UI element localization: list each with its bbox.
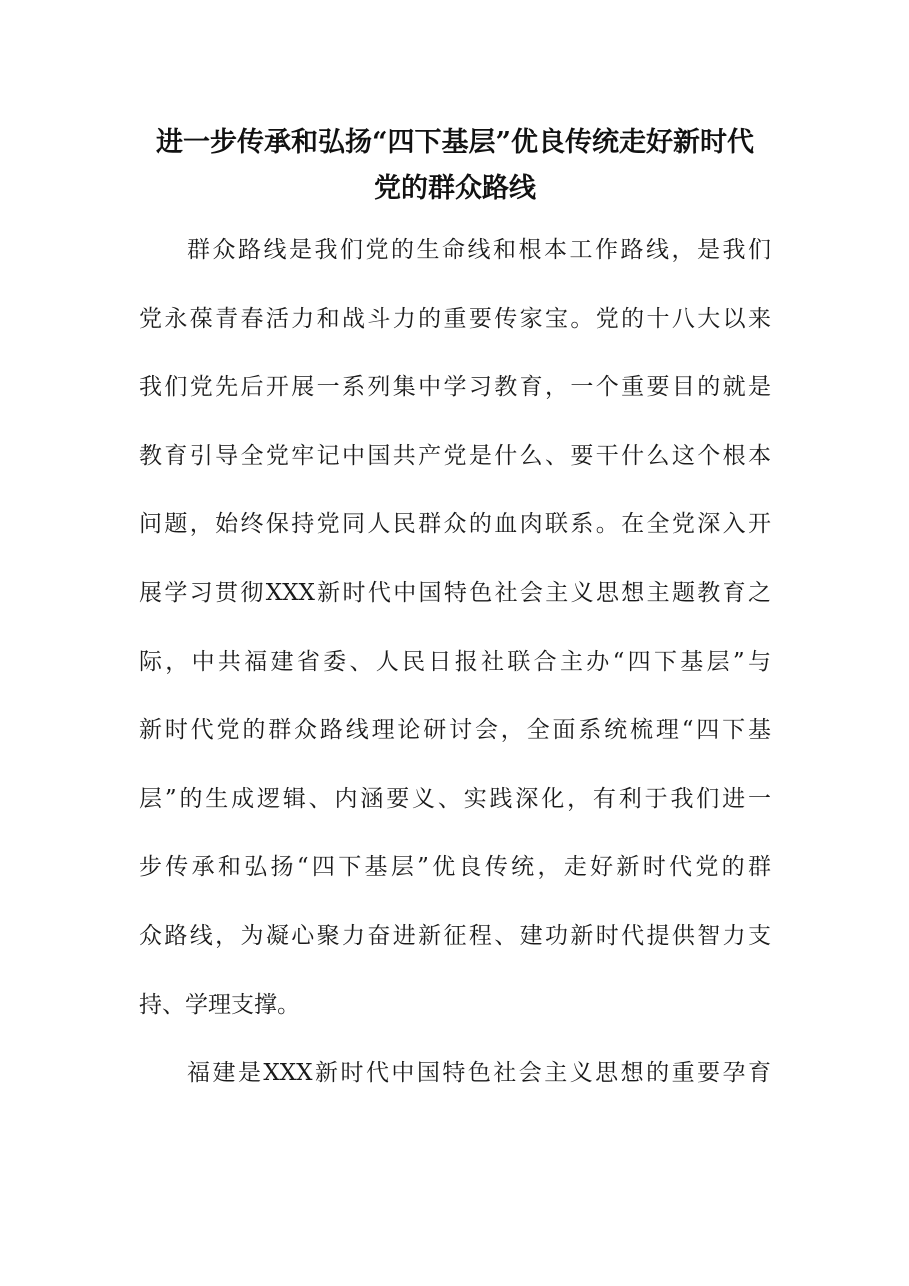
paragraph-line: 际，中共福建省委、人民日报社联合主办“四下基层”与 — [139, 648, 771, 675]
document-title-line-2: 党的群众路线 — [374, 173, 536, 204]
document-title-line-1: 进一步传承和弘扬“四下基层”优良传统走好新时代 — [155, 127, 755, 158]
paragraph-line: 新时代党的群众路线理论研讨会，全面系统梳理“四下基 — [139, 717, 771, 744]
paragraph-line: 党永葆青春活力和战斗力的重要传家宝。党的十八大以来 — [139, 305, 771, 332]
paragraph-line: 教育引导全党牢记中国共产党是什么、要干什么这个根本 — [139, 442, 771, 469]
paragraph-line: 步传承和弘扬“四下基层”优良传统，走好新时代党的群 — [139, 854, 771, 881]
paragraph-line: 展学习贯彻XXX新时代中国特色社会主义思想主题教育之 — [139, 579, 771, 606]
paragraph-line: 我们党先后开展一系列集中学习教育，一个重要目的就是 — [139, 374, 771, 401]
paragraph-line: 层”的生成逻辑、内涵要义、实践深化，有利于我们进一 — [139, 785, 771, 812]
document-body — [139, 228, 771, 1120]
paragraph-line: 福建是XXX新时代中国特色社会主义思想的重要孕育 — [187, 1060, 771, 1087]
paragraph-line: 持、学理支撑。 — [139, 991, 300, 1018]
paragraph-line: 众路线，为凝心聚力奋进新征程、建功新时代提供智力支 — [139, 922, 771, 949]
paragraph-line: 群众路线是我们党的生命线和根本工作路线，是我们 — [187, 237, 771, 263]
paragraph-line: 问题，始终保持党同人民群众的血肉联系。在全党深入开 — [139, 511, 771, 538]
